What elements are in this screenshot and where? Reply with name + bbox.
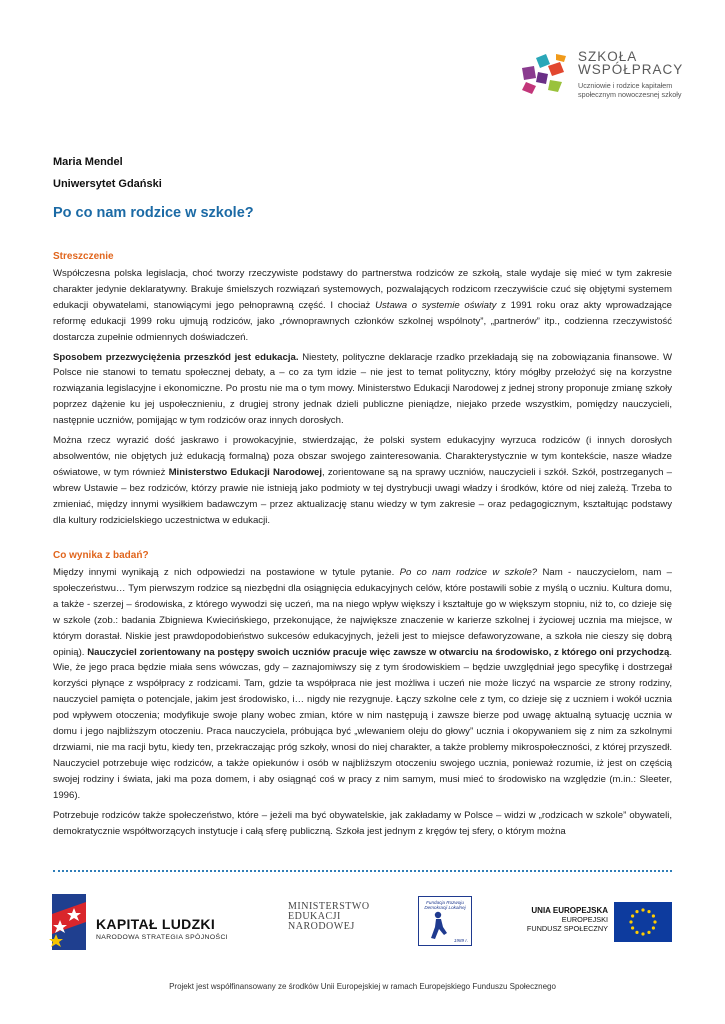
eu-line3: FUNDUSZ SPOŁECZNY [526,924,608,933]
section-abstract-body [53,266,672,533]
paragraph [53,808,672,840]
text-run: Nam - nauczycielom, nam – społeczeństwu… Tym pierwszym rodzice są niezbędni dla osiągnięcia edukacyjnych celów, które postawili sobie z myślą o uczniu. Kultura domu, a także - szerzej – środowiska, z którego wywodzi się uczeń, ma na niego wpływ większy i kształtuje go w większym stopniu, niż to, co dzieje się w szkole (zob.: badania Zbigniewa Kwiecińskiego, przekonujące, że największe znaczenie w karierze szkolnej i życiowej ucznia ma miejsce, w którym dorastał. Niskie jest prawdopodobieństwo sukcesów edukacyjnych, jeżeli jest to miejsce defaworyzowane, a szkoła nie cieszy się dobrą opinią). [53,567,673,658]
footer-logos [0,892,725,952]
section-research-body [53,565,672,843]
men-line2: EDUKACJI [288,911,341,922]
kapital-ludzki-title: KAPITAŁ LUDZKI [96,916,216,932]
kapital-ludzki-subtitle: NARODOWA STRATEGIA SPÓJNOŚCI [96,934,229,941]
paragraph [53,565,672,804]
kapital-ludzki-text [96,916,228,941]
men-logo [288,902,370,932]
frdl-year: 1989 r. [453,938,468,943]
funding-statement: Projekt jest współfinansowany ze środków Unii Europejskiej w ramach Europejskiego Funduszu Społecznego [169,982,556,991]
footer-divider [53,870,672,872]
article-title: Po co nam rodzice w szkole? [53,205,254,221]
paragraph [53,433,672,528]
logo-title-line2: WSPÓŁPRACY [578,62,684,77]
text-run: Niestety, polityczne deklaracje rzadko przekładają się na zobowiązania finansowe. W Polsce nie stanowi to tematu społecznej debaty, a – co za tym idzie – nie jest to temat polityczny, który mógłby przełożyć się na korzystne rozwiązania legislacyjne i ekonomiczne. Po prostu nie ma o tym mowy. Ministerstwo Edukacji Narodowej z jednej strony proponuje zmianę szkoły poprzez dążenie ku jej uspołecznieniu, z drugiej strony jednak dzieli publiczne pieniądze, niejako przede wszystkim, pomiędzy nauczycieli, następnie uczniów, pomijając w tym rodziców oraz innych dorosłych. [53,351,673,427]
frdl-line2: Demokracji Lokalnej [424,905,466,910]
section-heading-abstract: Streszczenie [53,251,114,262]
men-line1: MINISTERSTWO [288,901,370,912]
eu-stars-icon [614,902,672,942]
puzzle-logo-icon [516,52,572,96]
author-block [53,151,162,195]
szkola-wspolpracy-logo [516,50,706,110]
eu-text [508,906,608,933]
author-name: Maria Mendel [53,156,123,168]
frdl-name [419,900,471,910]
logo-title [578,50,683,76]
text-run: , zorientowane są na sprawy uczniów, nauczycieli i szkół. Szkół, postrzeganych – wbrew Ustawie – bez rodziców, którzy prawie nie istnieją jako podmioty w tej dystrybucji uwagi władzy i środków, które od niej zależą. Trzeba to zmieniać, między innymi wysiłkiem badawczym – przez aktualizację stanu wiedzy w tym zakresie – oraz pedagogicznym, kształtując podstawy dla kultury rodzicielskiego uczestnictwa w edukacji. [53,466,672,526]
logo-title-line1: SZKOŁA [578,49,638,64]
logo-tagline-line2: społecznym nowoczesnej szkoły [578,90,682,99]
eu-flag-icon [614,902,672,942]
person-figure-icon [427,911,449,941]
eu-line1: UNIA EUROPEJSKA [531,906,608,915]
kapital-ludzki-emblem-icon [48,894,94,952]
logo-tagline-line1: Uczniowie i rodzice kapitałem [578,81,673,90]
text-run: Współczesna polska legislacja, choć tworzy rzeczywiste podstawy do partnerstwa rodziców ze szkołą, stale wydaje się mieć w tym zakresie charakter jedynie deklaratywny. Brakuje śmielszych rozwiązań systemowych, pozwalających rodzicom rzeczywiście czuć się objętymi systemem edukacji obywatelami, stanowiącymi jego pełnoprawną część. I chociaż [53,268,672,311]
bold-run: Nauczyciel zorientowany na postępy swoich uczniów pracuje więc zawsze w otwarciu na środowisko, z którego oni przychodzą [87,646,670,658]
text-run: z 1991 roku oraz akty wprowadzające reformę edukacji 1999 roku ujmują rodziców, jako „równoprawnych członków szkolnej wspólnoty”, „partnerów” itp., codzienna rzeczywistość dostarcza zupełnie odmiennych doświadczeń. [53,299,672,343]
italic-run: Po co nam rodzice w szkole? [399,567,538,578]
frdl-logo [418,896,472,946]
text-run: Potrzebuje rodziców także społeczeństwo, które – jeżeli ma być obywatelskie, jak zakładamy w Polsce – widzi w „rodzicach w szkole” obywateli, demokratycznie współtworzących instytucje i całą sferę publiczną. Szkoła jest jednym z kręgów tej sfery, o którym można [53,809,672,837]
italic-run: Ustawa o systemie oświaty [375,299,497,311]
section-heading-research: Co wynika z badań? [53,550,149,561]
paragraph [53,266,672,346]
author-affiliation: Uniwersytet Gdański [53,178,162,190]
text-run: . Wie, że jego praca będzie miała sens wówczas, gdy – zaznajomiwszy się z tym środowiskiem – będzie uwzględniał jego specyfikę i dostrzegał korzyści płynące z współpracy z rodzicami. Tam, gdzie ta współpraca nie jest możliwa i uczeń nie może liczyć na wsparcie ze strony rodziny, nauczyciel pamięta o potencjale, jakim jest środowisko, i… nigdy nie rezygnuje. Łączy szkolne cele z tym, co dzieje się z uczniem i wokół ucznia pod wpływem otoczenia; modyfikuje swoje plany wobec zmian, które w nim następują i zawsze bierze pod uwagę aktualną sytuację ucznia w domu i jego najbliższym otoczeniu. Praca nauczyciela, próbująca być „wlewaniem oleju do głowy” ucznia i okopywaniem się z nim za szkolnymi drzwiami, nie ma racji bytu, kiedy ten, przekraczając próg szkoły, wnosi do niej charakter, a także problemy mikrospołeczności, z której przyszedł. Nauczyciel potrzebuje więc rodziców, a także opiekunów i osób w najbliższym otoczeniu swojego ucznia, ponieważ rozumie, iż jest on częścią swojej rodziny i świata, jaki ma poza domem, i aby osiągnąć coś w pracy z nim samym, musi mieć to środowisko na względzie (m.in.: Sleeter, 1996). [53,646,672,801]
bold-run: Ministerstwo Edukacji Narodowej [168,466,323,478]
text-run: Można rzecz wyrazić dość jaskrawo i prowokacyjnie, stwierdzając, że polski system edukacyjny wyrzuca rodziców (i innych dorosłych absolwentów, nie objętych już edukacją formalną) poza obszar swojego zainteresowania. Charakterystycznie w tym kontekście, nasze władze oświatowe, w tym również [53,435,672,478]
text-run: Między innymi wynikają z nich odpowiedzi na postawione w tytule pytanie. [53,567,400,578]
logo-tagline [578,81,681,99]
men-line3: NARODOWEJ [288,921,355,932]
bold-run: Sposobem przezwyciężenia przeszkód jest edukacja. [53,351,299,363]
paragraph [53,350,672,430]
eu-line2: EUROPEJSKI [561,915,608,924]
frdl-line1: Fundacja Rozwoju [426,900,464,905]
